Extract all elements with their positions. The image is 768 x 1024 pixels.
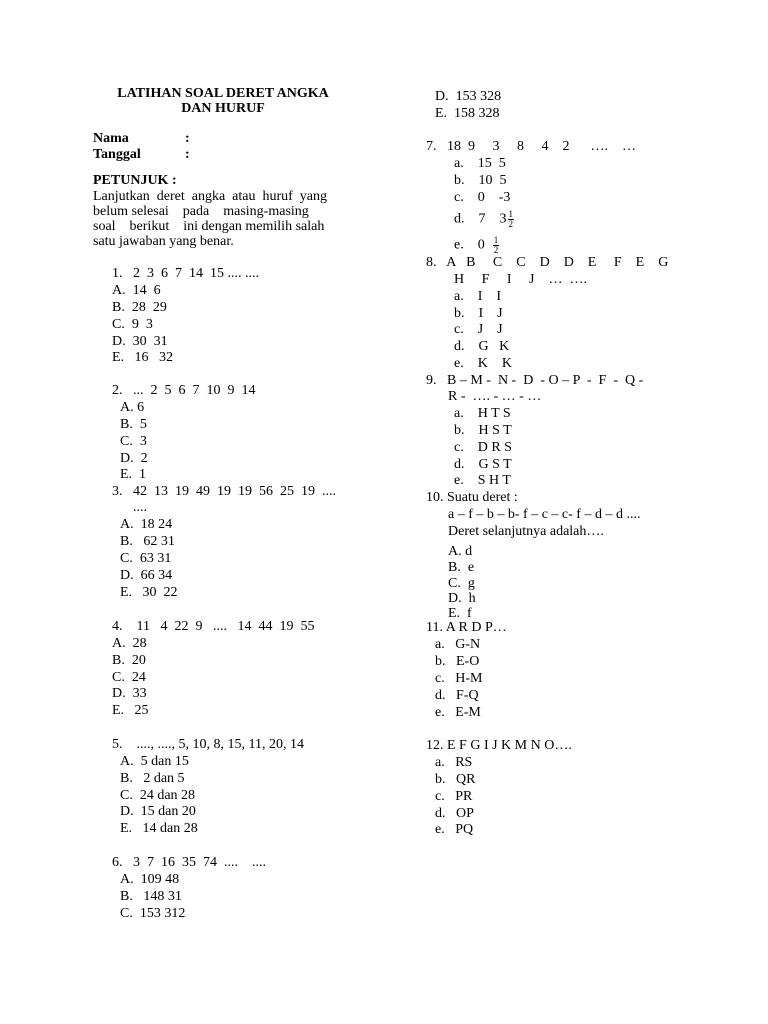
- fraction-denominator: 2: [493, 245, 499, 255]
- answer-option: E. 158 328: [435, 106, 500, 121]
- answer-option: B. 20: [112, 653, 146, 668]
- question-stem: 6. 3 7 16 35 74 .... ....: [112, 855, 266, 870]
- answer-option: a. 15 5: [454, 156, 506, 171]
- answer-option: e. E-M: [435, 705, 481, 720]
- title-line-2: DAN HURUF: [181, 101, 265, 116]
- answer-option: b. I J: [454, 306, 503, 321]
- answer-option: c. H-M: [435, 671, 483, 686]
- answer-option: a. H T S: [454, 406, 511, 421]
- answer-option: C. 3: [120, 434, 147, 449]
- answer-option: B. 2 dan 5: [120, 771, 185, 786]
- question-stem: 7. 18 9 3 8 4 2 …. …: [426, 139, 636, 154]
- answer-option: b. E-O: [435, 654, 480, 669]
- petunjuk-line: Lanjutkan deret angka atau huruf yang: [93, 189, 328, 204]
- answer-option: A. d: [448, 544, 473, 559]
- answer-option: a. I I: [454, 289, 502, 304]
- tanggal-label: Tanggal: [93, 147, 141, 162]
- petunjuk-line: soal berikut ini dengan memilih salah: [93, 219, 325, 234]
- answer-option: a. G-N: [435, 637, 481, 652]
- answer-option: B. 28 29: [112, 300, 167, 315]
- question-stem: 2. ... 2 5 6 7 10 9 14: [112, 383, 256, 398]
- fraction-denominator: 2: [508, 219, 513, 229]
- question-stem: 5. ...., ...., 5, 10, 8, 15, 11, 20, 14: [112, 737, 304, 752]
- answer-option: B. e: [448, 560, 475, 575]
- answer-option: c. D R S: [454, 440, 512, 455]
- answer-option: D. 33: [112, 686, 147, 701]
- answer-option: E. 25: [112, 703, 149, 718]
- answer-option-label: d. 7 3: [454, 211, 507, 227]
- answer-option: E. 16 32: [112, 350, 174, 365]
- nama-colon: :: [185, 131, 190, 146]
- answer-option: c. 0 -3: [454, 190, 511, 205]
- answer-option: [454, 236, 499, 255]
- tanggal-colon: :: [185, 147, 190, 162]
- question-stem-continued: ....: [133, 500, 147, 515]
- answer-option: D. h: [448, 591, 476, 606]
- answer-option: d. G K: [454, 339, 510, 354]
- answer-option: a. RS: [435, 755, 473, 770]
- question-stem: 10. Suatu deret :: [426, 490, 518, 505]
- answer-option: A. 5 dan 15: [120, 754, 189, 769]
- answer-option: d. OP: [435, 806, 474, 821]
- fraction: [508, 210, 515, 229]
- answer-option: D. 153 328: [435, 89, 502, 104]
- answer-option: c. PR: [435, 789, 473, 804]
- answer-option: d. F-Q: [435, 688, 479, 703]
- answer-option: d. G S T: [454, 457, 512, 472]
- petunjuk-line: belum selesai pada masing-masing: [93, 204, 309, 219]
- answer-option: C. 9 3: [112, 317, 153, 332]
- answer-option: e. PQ: [435, 822, 474, 837]
- fraction-numerator: 1: [493, 235, 499, 245]
- question-stem: 3. 42 13 19 49 19 19 56 25 19 ....: [112, 484, 336, 499]
- fraction-numerator: 1: [508, 209, 513, 219]
- answer-option: B. 5: [120, 417, 147, 432]
- answer-option: b. 10 5: [454, 173, 507, 188]
- answer-option: D. 2: [120, 451, 148, 466]
- answer-option: A. 6: [120, 400, 145, 415]
- answer-option: B. 62 31: [120, 534, 175, 549]
- answer-option: E. 14 dan 28: [120, 821, 198, 836]
- nama-label: Nama: [93, 131, 129, 146]
- question-stem: 11. A R D P…: [426, 620, 507, 635]
- answer-option: e. K K: [454, 356, 512, 371]
- answer-option: [454, 210, 514, 229]
- answer-option: D. 15 dan 20: [120, 804, 196, 819]
- question-stem: 4. 11 4 22 9 .... 14 44 19 55: [112, 619, 315, 634]
- answer-option: A. 18 24: [120, 517, 173, 532]
- question-stem: 1. 2 3 6 7 14 15 .... ....: [112, 266, 259, 281]
- answer-option: D. 30 31: [112, 334, 168, 349]
- title-line-1: LATIHAN SOAL DERET ANGKA: [117, 86, 329, 101]
- question-stem: 9. B – M - N - D - O – P - F - Q -: [426, 373, 644, 388]
- answer-option: E. f: [448, 606, 472, 621]
- question-stem: 8. A B C C D D E F E G: [426, 255, 669, 270]
- question-stem: 12. E F G I J K M N O….: [426, 738, 572, 753]
- answer-option: C. 24 dan 28: [120, 788, 196, 803]
- answer-option: D. 66 34: [120, 568, 173, 583]
- question-stem-continued: a – f – b – b- f – c – c- f – d – d ....: [448, 507, 641, 522]
- question-stem-continued: H F I J … ….: [454, 272, 588, 287]
- answer-option: b. QR: [435, 772, 476, 787]
- petunjuk-label: PETUNJUK :: [93, 173, 177, 188]
- answer-option: b. H S T: [454, 423, 512, 438]
- answer-option: A. 28: [112, 636, 147, 651]
- answer-option: E. 30 22: [120, 585, 178, 600]
- question-stem-continued: R - …. - … - …: [448, 389, 542, 404]
- answer-option: C. 24: [112, 670, 146, 685]
- answer-option: A. 109 48: [120, 872, 180, 887]
- answer-option: C. 63 31: [120, 551, 172, 566]
- answer-option: A. 14 6: [112, 283, 161, 298]
- answer-option: E. 1: [120, 467, 147, 482]
- question-stem-continued: Deret selanjutnya adalah….: [448, 524, 604, 539]
- petunjuk-line: satu jawaban yang benar.: [93, 234, 234, 249]
- answer-option: B. 148 31: [120, 889, 182, 904]
- answer-option-label: e. 0: [454, 237, 485, 253]
- answer-option: C. g: [448, 576, 475, 591]
- answer-option: C. 153 312: [120, 906, 186, 921]
- answer-option: e. S H T: [454, 473, 511, 488]
- fraction: [493, 236, 500, 255]
- answer-option: c. J J: [454, 322, 503, 337]
